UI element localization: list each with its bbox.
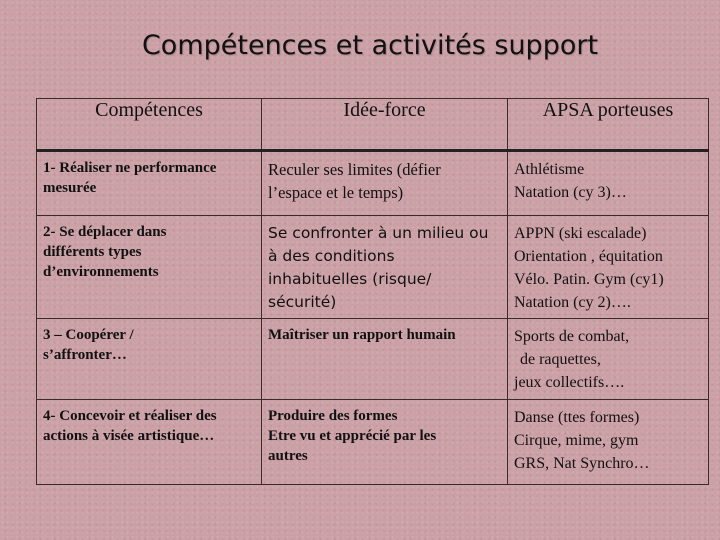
competence-line: 3 – Coopérer / [43,327,134,343]
idee-line: autres [268,448,308,464]
apsa-line: de raquettes, [520,351,601,368]
competence-cell [37,216,262,319]
competence-line: différents types [43,244,142,260]
idee-line: Se confronter à un milieu ou [268,224,489,242]
apsa-cell [508,216,709,319]
idee-line: Produire des formes [268,408,398,424]
table-row [37,400,709,485]
idee-line: à des conditions [268,247,395,265]
competence-line: 1- Réaliser ne performance [43,160,217,176]
idee-cell [262,216,508,319]
apsa-line: Cirque, mime, gym [514,432,639,449]
apsa-line: jeux collectifs…. [514,374,625,391]
apsa-line: Orientation , équitation [514,248,663,265]
competences-table [36,98,709,485]
competence-line: s’affronter… [43,347,127,363]
apsa-cell [508,400,709,485]
competence-cell [37,400,262,485]
table-header-row [37,99,709,151]
idee-cell [262,151,508,216]
idee-line: Maîtriser un rapport humain [268,327,456,343]
table-row [37,151,709,216]
header-competences: Compétences [37,99,262,151]
apsa-line: APPN (ski escalade) [514,225,647,242]
apsa-line: Vélo. Patin. Gym (cy1) [514,271,664,288]
apsa-line: Athlétisme [514,161,585,178]
idee-line: inhabituelles (risque/ [268,270,432,288]
table-row [37,216,709,319]
competence-line: mesurée [43,180,97,196]
idee-line: sécurité) [268,293,337,311]
slide-title: Compétences et activités support [141,30,599,61]
apsa-line: Natation (cy 2)…. [514,294,631,311]
apsa-line: Natation (cy 3)… [514,184,627,201]
competence-line: 4- Concevoir et réaliser des [43,408,217,424]
apsa-line: GRS, Nat Synchro… [514,455,650,472]
competence-cell [37,151,262,216]
idee-cell [262,319,508,400]
competence-line: 2- Se déplacer dans [43,224,167,240]
header-idee-force: Idée-force [262,99,508,151]
idee-line: Etre vu et apprécié par les [268,428,437,444]
idee-cell [262,400,508,485]
table-row [37,319,709,400]
apsa-cell [508,319,709,400]
apsa-line: Sports de combat, [514,328,630,345]
competence-line: actions à visée artistique… [43,428,215,444]
header-apsa: APSA porteuses [508,99,709,151]
apsa-line: Danse (ttes formes) [514,409,640,426]
idee-line: Reculer ses limites (défier [268,160,441,179]
apsa-cell [508,151,709,216]
competence-line: d’environnements [43,264,159,280]
competence-cell [37,319,262,400]
idee-line: l’espace et le temps) [268,183,404,202]
